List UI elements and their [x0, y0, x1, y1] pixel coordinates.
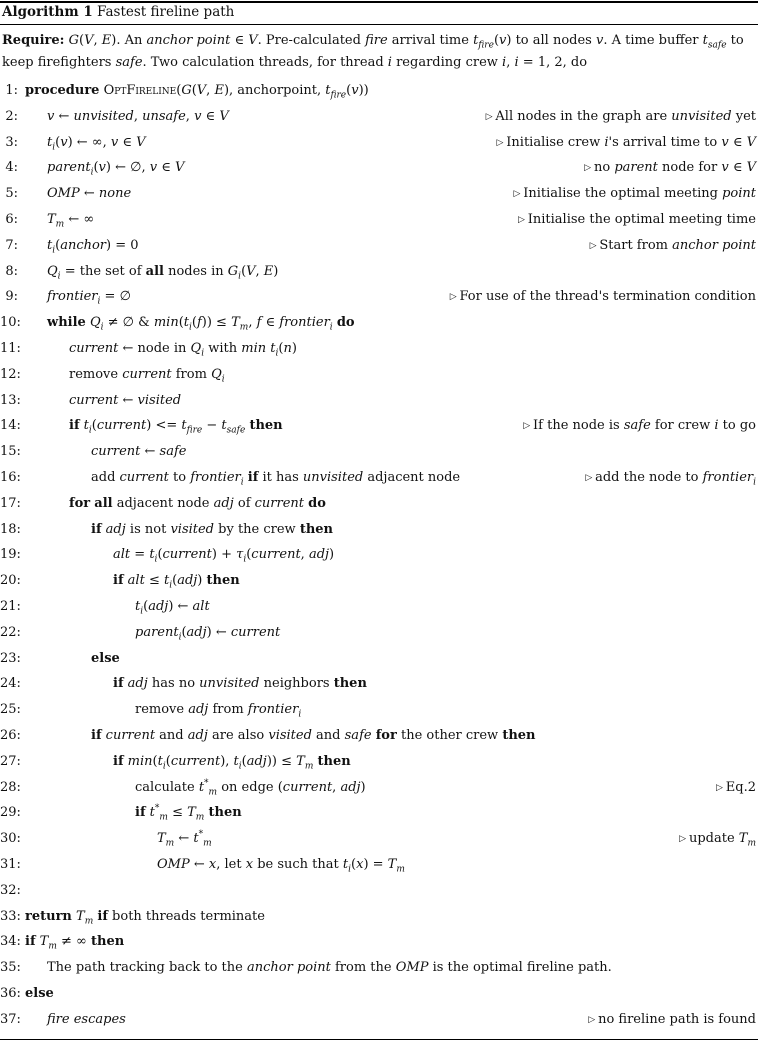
line-code: else [25, 986, 54, 1001]
line-code: The path tracking back to the anchor point from the OMP is the optimal fireline path. [47, 960, 612, 976]
algorithm-line [0, 157, 758, 179]
line-number: 27: [0, 753, 21, 769]
comment-text: no fireline path is found [598, 1011, 756, 1027]
line-code: if alt ≤ $t_i(adj)$ then [113, 573, 240, 591]
line-number: 29: [0, 805, 21, 821]
caption-rule [0, 24, 758, 25]
comment-triangle-icon: ▷ [449, 292, 460, 303]
comment-text: no parent node for v ∈ V [593, 160, 756, 176]
line-number: 4: [5, 160, 18, 176]
comment-text: Initialise crew i's arrival time to v ∈ V [506, 134, 756, 150]
line-number: 19: [0, 547, 21, 563]
line-code: current ← visited [69, 392, 182, 408]
algorithm-line [0, 802, 758, 824]
line-number: 14: [0, 418, 21, 434]
algorithm-line [0, 957, 758, 979]
algorithm-line [0, 390, 758, 412]
line-code: frontier$_i$ = ∅ [47, 289, 131, 307]
line-comment [450, 286, 756, 308]
algorithm-line [0, 209, 758, 231]
comment-triangle-icon: ▷ [523, 421, 534, 432]
algorithm-title: Fastest fireline path [97, 4, 235, 20]
algorithm-line [0, 751, 758, 773]
algorithm-line [0, 570, 758, 592]
algorithm-line [0, 519, 758, 541]
line-comment [497, 132, 757, 154]
line-number: 25: [0, 702, 21, 718]
line-comment [513, 183, 756, 205]
comment-triangle-icon: ▷ [588, 1014, 599, 1025]
algorithm-line [0, 699, 758, 721]
line-comment [679, 828, 756, 850]
comment-triangle-icon: ▷ [485, 111, 496, 122]
line-comment [486, 106, 756, 128]
line-code: OMP ← x, let x be such that $t_i(x) = T_m$ [157, 857, 405, 875]
line-code: $T_m$ ← ∞ [47, 212, 95, 230]
line-number: 35: [0, 960, 21, 976]
bottom-rule [0, 1039, 758, 1040]
algorithm-line [0, 80, 758, 102]
line-number: 10: [0, 315, 21, 331]
line-number: 1: [5, 83, 18, 98]
line-number: 3: [5, 134, 18, 150]
require-text: G(V, E). An anchor point ∈ V. Pre-calculated fire arrival time $t_{fire}(v)$ to all nodes v. A time buffer $t_{safe}$ to keep firefighters safe. Two calculation threads, for thread i regarding crew i, i = 1, 2, do [2, 33, 744, 70]
line-code: if $t^*_m \le T_m$ then [135, 804, 242, 823]
algorithm-line [0, 441, 758, 463]
algorithm-line [0, 364, 758, 386]
line-code: if $\min(t_i(current)$, $t_i(adj)) \le T_m$ then [113, 753, 351, 772]
algorithm-line [0, 622, 758, 644]
line-code: v ← unvisited, unsafe, v ∈ V [47, 108, 229, 124]
comment-triangle-icon: ▷ [585, 473, 596, 483]
line-comment [716, 777, 756, 799]
algorithm-line [0, 828, 758, 850]
line-number: 37: [0, 1011, 21, 1027]
line-number: 36: [0, 986, 21, 1001]
comment-text: Start from anchor point [599, 237, 756, 253]
comment-text: If the node is safe for crew i to go [533, 418, 756, 434]
comment-triangle-icon: ▷ [584, 163, 594, 174]
line-number: 20: [0, 573, 21, 589]
line-number: 6: [5, 212, 18, 227]
algorithm-label: Algorithm 1 [2, 4, 93, 20]
line-code: if adj has no unvisited neighbors then [113, 676, 367, 692]
algorithm-line [0, 673, 758, 695]
line-number: 7: [5, 237, 18, 253]
line-number: 30: [0, 831, 21, 847]
line-code: alt = $t_i(current)$ + $\tau_i(current$, adj) [113, 547, 335, 565]
comment-triangle-icon: ▷ [679, 834, 689, 845]
line-code: $T_m$ ← $t^*_m$ [157, 829, 212, 849]
comment-triangle-icon: ▷ [589, 240, 600, 251]
line-code: fire escapes [47, 1011, 126, 1027]
comment-triangle-icon: ▷ [513, 189, 524, 200]
comment-text: add the node to frontier$_i$ [595, 470, 756, 488]
line-code: else [91, 650, 120, 666]
line-number: 18: [0, 521, 21, 537]
line-number: 5: [5, 186, 18, 202]
line-code: $t_i(anchor) = 0$ [47, 237, 139, 256]
line-number: 17: [0, 495, 21, 511]
line-comment [585, 467, 756, 489]
algorithm-line [0, 286, 758, 308]
line-number: 31: [0, 857, 21, 872]
line-code: if current and adj are also visited and safe for the other crew then [91, 728, 536, 743]
algorithm-line [0, 338, 758, 360]
line-number: 22: [0, 624, 21, 640]
line-code: parent$_i$(v) ← ∅, v ∈ V [47, 160, 185, 178]
line-code: $t_i(v)$ ← ∞, v ∈ V [47, 134, 146, 153]
require-label: Require: [2, 33, 65, 48]
line-number: 33: [0, 908, 21, 924]
line-number: 32: [0, 882, 21, 898]
line-code: if $t_i(current) <= t_{fire} - t_{safe}$ then [69, 418, 283, 436]
line-code: OMP ← none [47, 186, 132, 202]
line-number: 9: [5, 289, 18, 305]
line-number: 12: [0, 366, 21, 382]
algorithm-line [0, 261, 758, 283]
algorithm-caption [2, 4, 234, 20]
line-comment [588, 1009, 756, 1031]
line-code: $t_i(adj)$ ← alt [135, 599, 210, 617]
comment-triangle-icon: ▷ [496, 137, 507, 148]
line-code: return $T_m$ if both threads terminate [25, 908, 265, 927]
line-code: parent$_i$(adj) ← current [135, 624, 281, 643]
algorithm-line [0, 931, 758, 953]
line-number: 23: [0, 650, 21, 666]
line-code: add current to frontier$_i$ if it has unvisited adjacent node [91, 470, 461, 488]
line-code: $Q_i$ = the set of all nodes in $G_i(V$, E) [47, 263, 279, 282]
algorithm-line [0, 983, 758, 1005]
algorithm-line [0, 880, 758, 902]
comment-text: For use of the thread's termination condition [459, 289, 756, 305]
line-comment [523, 415, 756, 437]
algorithm-line [0, 106, 758, 128]
line-comment [590, 235, 756, 257]
line-code: calculate $t^*_m$ on edge (current, adj) [135, 778, 366, 798]
line-number: 11: [0, 341, 21, 356]
comment-triangle-icon: ▷ [715, 782, 726, 793]
algorithm-line [0, 493, 758, 515]
require-block [2, 30, 754, 74]
line-code: while $Q_i$ ≠ ∅ & $\min(t_i(f)) \le T_m$, f ∈ frontier$_i$ do [47, 315, 355, 333]
line-code: for all adjacent node adj of current do [69, 495, 326, 511]
algorithm-line [0, 544, 758, 566]
comment-text: Initialise the optimal meeting point [523, 186, 756, 202]
line-number: 16: [0, 470, 21, 485]
line-number: 21: [0, 599, 21, 614]
algorithm-line [0, 1009, 758, 1031]
line-number: 2: [5, 108, 18, 124]
line-number: 24: [0, 676, 21, 692]
algorithm-line [0, 415, 758, 437]
comment-triangle-icon: ▷ [517, 215, 528, 225]
line-code: if adj is not visited by the crew then [91, 521, 334, 537]
algorithm-line [0, 725, 758, 747]
algorithm-line [0, 183, 758, 205]
algorithm-line [0, 854, 758, 876]
algorithm-line [0, 777, 758, 799]
line-code: remove adj from frontier$_i$ [135, 702, 302, 720]
comment-text: Eq.2 [725, 779, 756, 795]
line-number: 13: [0, 392, 21, 408]
algorithm-line [0, 648, 758, 670]
line-number: 26: [0, 728, 21, 743]
line-number: 8: [5, 263, 18, 279]
line-number: 34: [0, 934, 21, 950]
line-comment [518, 209, 756, 231]
algorithm-line [0, 235, 758, 257]
line-code: current ← node in $Q_i$ with $\min t_i(n)$ [69, 341, 297, 359]
comment-text: update $T_m$ [688, 831, 756, 849]
line-code: if $T_m$ ≠ ∞ then [25, 934, 125, 952]
comment-text: All nodes in the graph are unvisited yet [495, 108, 756, 124]
algorithm-line [0, 467, 758, 489]
line-code: remove current from $Q_i$ [69, 366, 225, 385]
algorithm-line [0, 596, 758, 618]
line-number: 28: [0, 779, 21, 795]
top-rule [0, 1, 758, 3]
line-code: procedure OptFireline(G(V, E), anchorpoint, $t_{fire}(v)$) [25, 83, 369, 101]
algorithm-line [0, 132, 758, 154]
line-comment [584, 157, 756, 179]
algorithm-line [0, 312, 758, 334]
line-number: 15: [0, 444, 21, 460]
line-code: current ← safe [91, 444, 187, 460]
comment-text: Initialise the optimal meeting time [527, 212, 756, 227]
algorithm-line [0, 906, 758, 928]
